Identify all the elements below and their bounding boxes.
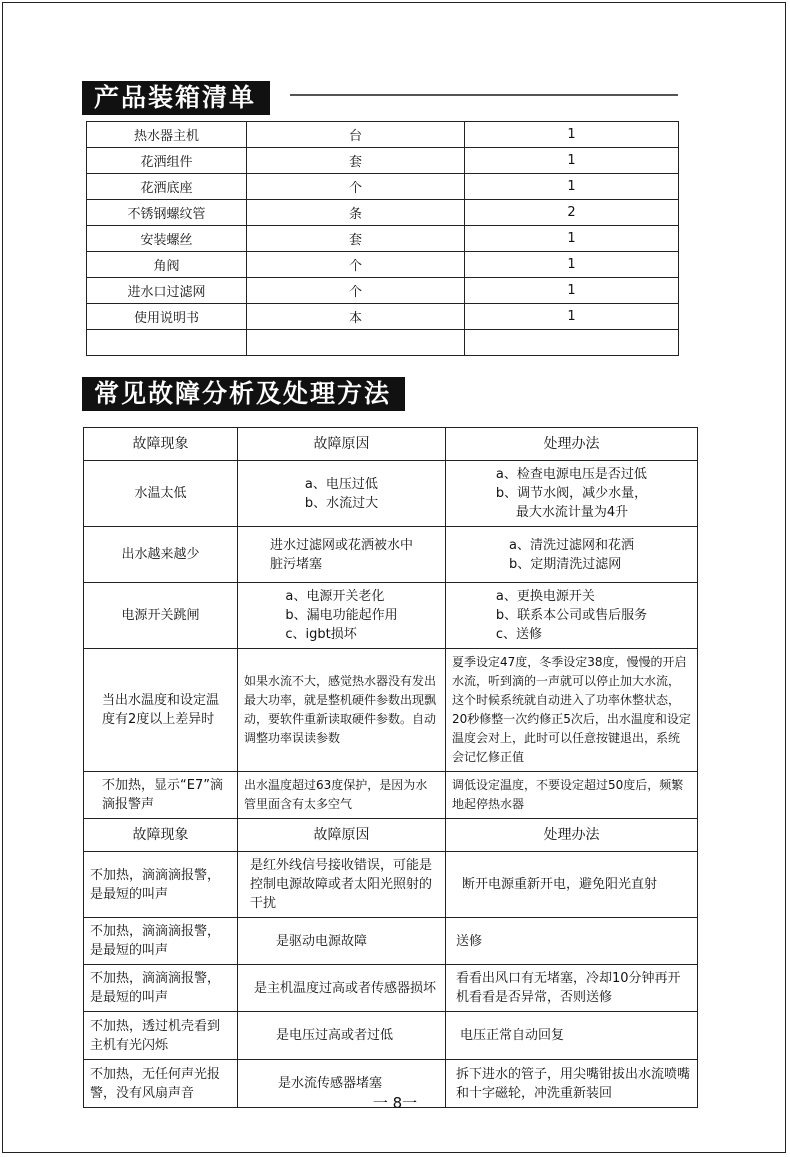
fault-analysis-table — [83, 427, 698, 1108]
symptom: 不加热，滴滴滴报警，是最短的叫声 — [84, 852, 238, 918]
item-name: 花洒组件 — [87, 148, 247, 174]
solution: 调低设定温度，不要设定超过50度后，频繁地起停热水器 — [446, 772, 698, 819]
symptom: 出水越来越少 — [84, 527, 238, 583]
col-header-solution: 处理办法 — [446, 819, 698, 852]
cause-line: 脏污堵塞 — [269, 556, 322, 572]
item-unit: 条 — [247, 200, 465, 226]
cause-line: 进水过滤网或花洒被水中 — [269, 537, 413, 553]
table-row — [84, 965, 698, 1012]
packing-header-rule — [290, 94, 678, 96]
item-unit: 套 — [247, 148, 465, 174]
solution-line: a、检查电源电压是否过低 — [495, 467, 647, 482]
symptom: 电源开关跳闸 — [84, 583, 238, 649]
col-header-symptom: 故障现象 — [84, 819, 238, 852]
solution: 看看出风口有无堵塞，冷却10分钟再开机看看是否异常，否则送修 — [446, 965, 698, 1012]
header-row — [84, 428, 698, 461]
solution-line: b、调节水阀，减少水量， — [495, 486, 648, 501]
solution-line: b、联系本公司或售后服务 — [495, 608, 648, 623]
symptom: 不加热，滴滴滴报警，是最短的叫声 — [84, 965, 238, 1012]
table-row — [87, 252, 679, 278]
item-unit: 套 — [247, 226, 465, 252]
col-header-symptom: 故障现象 — [84, 428, 238, 461]
cause-line: b、水流过大 — [304, 495, 379, 511]
item-name: 使用说明书 — [87, 304, 247, 330]
item-name: 进水口过滤网 — [87, 278, 247, 304]
solution-line: a、清洗过滤网和花洒 — [509, 537, 634, 553]
solution: 断开电源重新开电，避免阳光直射 — [446, 852, 698, 918]
solution: 拆下进水的管子，用尖嘴钳拔出水流喷嘴和十字磁轮，冲洗重新装回 — [446, 1060, 698, 1108]
fault-analysis-title: 常见故障分析及处理方法 — [82, 377, 405, 411]
packing-list-header — [82, 81, 270, 115]
table-row — [84, 1012, 698, 1060]
item-unit: 本 — [247, 304, 465, 330]
empty-row — [87, 330, 679, 356]
item-qty: 1 — [465, 304, 679, 330]
table-row — [84, 918, 698, 965]
item-unit: 台 — [247, 122, 465, 148]
packing-list-title: 产品装箱清单 — [82, 81, 270, 115]
cause: 是电压过高或者过低 — [238, 1012, 446, 1060]
solution: 电压正常自动回复 — [446, 1012, 698, 1060]
item-unit: 个 — [247, 278, 465, 304]
cause: 是主机温度过高或者传感器损坏 — [238, 965, 446, 1012]
item-name: 花洒底座 — [87, 174, 247, 200]
item-name: 安装螺丝 — [87, 226, 247, 252]
item-unit: 个 — [247, 174, 465, 200]
solution-line: c、送修 — [495, 627, 543, 642]
item-qty: 1 — [465, 278, 679, 304]
page-number: 一 8一 — [372, 1094, 418, 1112]
symptom: 不加热，透过机壳看到主机有光闪烁 — [84, 1012, 238, 1060]
col-header-cause: 故障原因 — [238, 428, 446, 461]
item-qty: 1 — [465, 252, 679, 278]
cause: 是红外线信号接收错误，可能是控制电源故障或者太阳光照射的干扰 — [238, 852, 446, 918]
header-row — [84, 819, 698, 852]
solution: 夏季设定47度，冬季设定38度，慢慢的开启水流，听到滴的一声就可以停止加大水流，这个时候系统就自动进入了功率休整状态，20秒修整一次约修正5次后，出水温度和设定温度会对上，此时可以任意按键退出，系统会记忆修正值 — [446, 649, 698, 772]
item-name: 不锈钢螺纹管 — [87, 200, 247, 226]
table-row — [84, 583, 698, 649]
symptom: 不加热，显示“E7”滴滴报警声 — [84, 772, 238, 819]
table-row — [84, 649, 698, 772]
col-header-solution: 处理办法 — [446, 428, 698, 461]
table-row — [87, 200, 679, 226]
table-row — [84, 852, 698, 918]
solution-line: 最大水流计量为4升 — [515, 505, 629, 520]
cause-line: b、漏电功能起作用 — [285, 608, 398, 623]
symptom: 当出水温度和设定温度有2度以上差异时 — [84, 649, 238, 772]
solution-line: b、定期清洗过滤网 — [509, 556, 622, 572]
item-name: 热水器主机 — [87, 122, 247, 148]
table-row — [84, 461, 698, 527]
cause: 出水温度超过63度保护，是因为水管里面含有太多空气 — [238, 772, 446, 819]
table-row — [87, 226, 679, 252]
solution-line: a、更换电源开关 — [495, 589, 595, 604]
table-row — [87, 122, 679, 148]
table-row — [84, 772, 698, 819]
table-row — [87, 278, 679, 304]
table-row — [87, 174, 679, 200]
item-qty: 1 — [465, 226, 679, 252]
symptom: 不加热，无任何声光报警，没有风扇声音 — [84, 1060, 238, 1108]
symptom: 水温太低 — [84, 461, 238, 527]
cause: 是驱动电源故障 — [238, 918, 446, 965]
item-name: 角阀 — [87, 252, 247, 278]
table-row — [87, 148, 679, 174]
item-qty: 2 — [465, 200, 679, 226]
packing-list-table — [86, 121, 679, 356]
col-header-cause: 故障原因 — [238, 819, 446, 852]
cause-line: c、igbt损坏 — [285, 627, 357, 642]
item-qty: 1 — [465, 174, 679, 200]
table-row — [84, 527, 698, 583]
cause: 是水流传感器堵塞 — [238, 1060, 446, 1108]
solution: 送修 — [446, 918, 698, 965]
table-row — [87, 304, 679, 330]
cause-line: a、电压过低 — [304, 476, 378, 492]
item-qty: 1 — [465, 148, 679, 174]
item-unit: 个 — [247, 252, 465, 278]
fault-analysis-header — [82, 377, 405, 411]
symptom: 不加热，滴滴滴报警，是最短的叫声 — [84, 918, 238, 965]
cause: 如果水流不大，感觉热水器没有发出最大功率，就是整机硬件参数出现飘动，要软件重新读取硬件参数。自动调整功率误读参数 — [238, 649, 446, 772]
cause-line: a、电源开关老化 — [285, 589, 385, 604]
item-qty: 1 — [465, 122, 679, 148]
